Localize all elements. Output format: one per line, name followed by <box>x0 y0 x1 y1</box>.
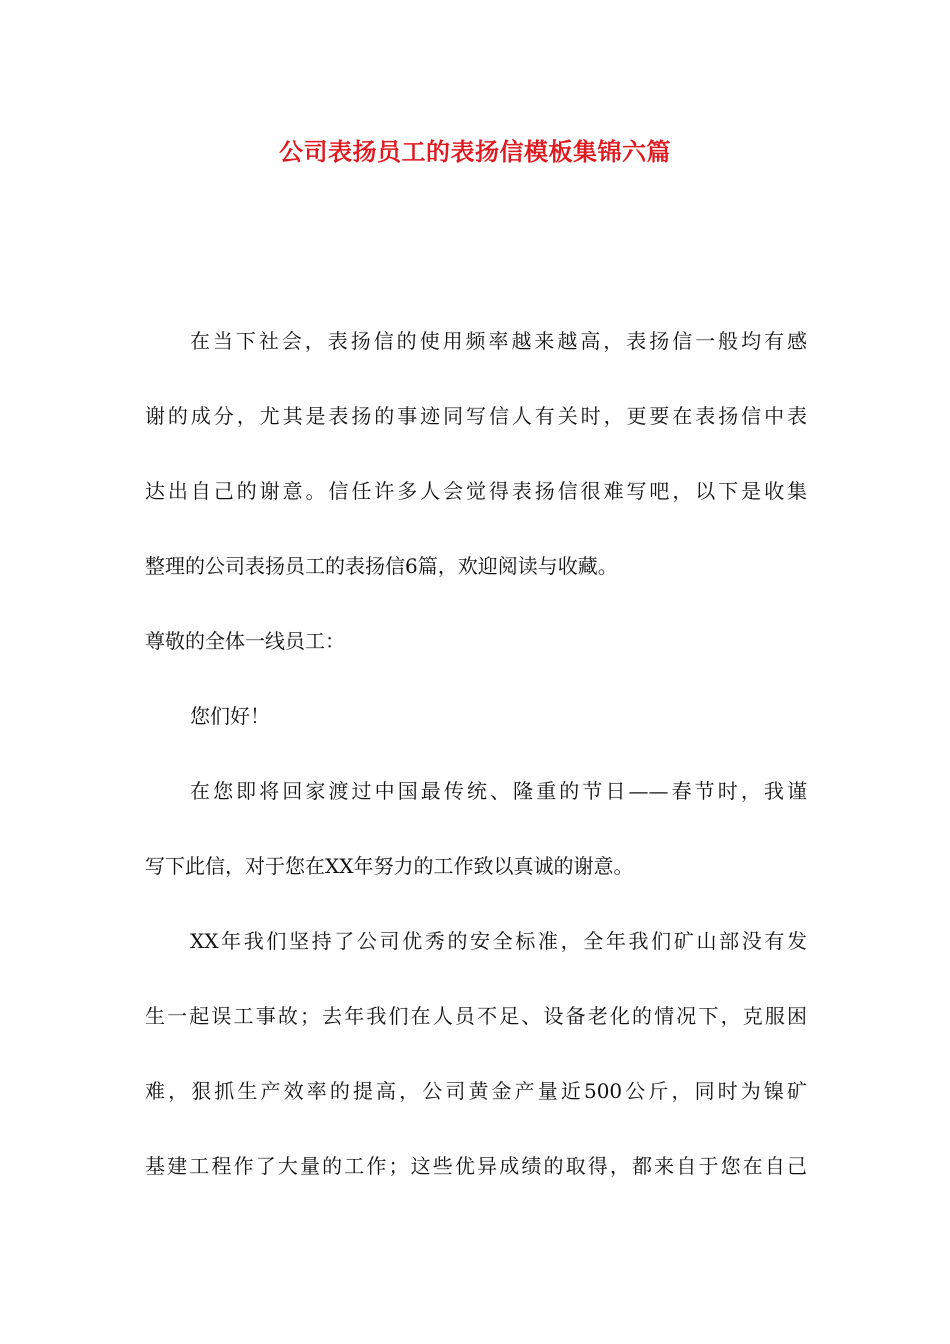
intro-line-3: 达出自己的谢意。信任许多人会觉得表扬信很难写吧，以下是收集 <box>145 479 807 503</box>
salutation: 尊敬的全体一线员工： <box>145 629 345 653</box>
intro-line-4: 整理的公司表扬员工的表扬信6篇，欢迎阅读与收藏。 <box>145 554 618 578</box>
document-title: 公司表扬员工的表扬信模板集锦六篇 <box>279 137 671 166</box>
body-line-6: 基建工程作了大量的工作；这些优异成绩的取得，都来自于您在自己 <box>145 1154 807 1178</box>
body-line-4: 生一起误工事故；去年我们在人员不足、设备老化的情况下，克服困 <box>145 1004 807 1028</box>
body-line-1: 在您即将回家渡过中国最传统、隆重的节日——春节时，我谨 <box>190 779 807 803</box>
intro-line-1: 在当下社会，表扬信的使用频率越来越高，表扬信一般均有感 <box>190 329 807 353</box>
body-line-3: XX年我们坚持了公司优秀的安全标准，全年我们矿山部没有发 <box>190 929 807 953</box>
body-line-2: 写下此信，对于您在XX年努力的工作致以真诚的谢意。 <box>145 854 634 878</box>
body-line-5: 难，狠抓生产效率的提高，公司黄金产量近500公斤，同时为镍矿 <box>145 1079 807 1103</box>
intro-line-2: 谢的成分，尤其是表扬的事迹同写信人有关时，更要在表扬信中表 <box>145 404 807 428</box>
greeting: 您们好！ <box>190 704 270 728</box>
